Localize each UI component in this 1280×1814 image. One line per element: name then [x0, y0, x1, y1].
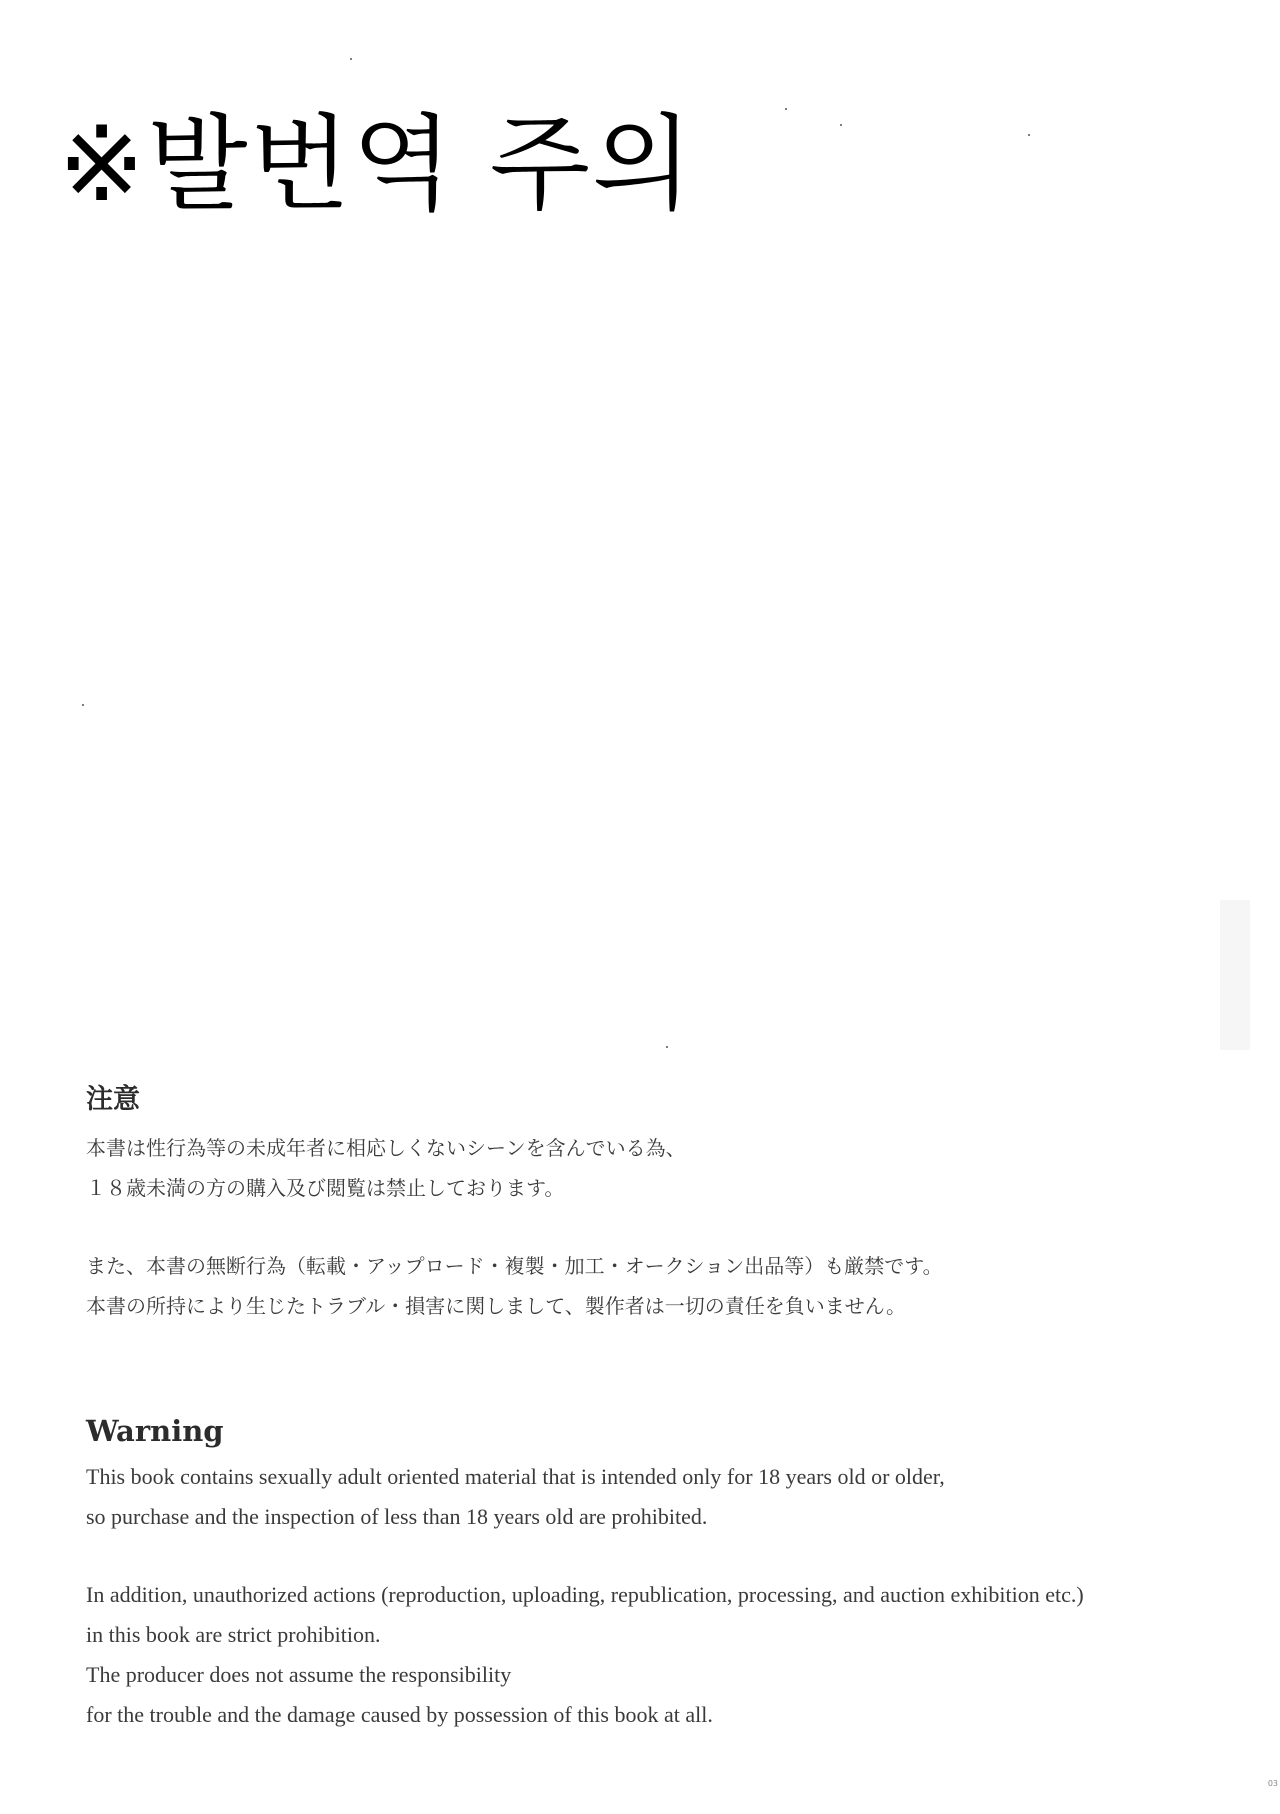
scan-speck	[82, 704, 84, 706]
japanese-notice-section	[86, 1084, 1186, 1326]
english-text-line: In addition, unauthorized actions (reproduction, uploading, republication, processing, and auction exhibition etc.)	[86, 1581, 1084, 1607]
scan-speck	[840, 124, 842, 126]
japanese-heading: 注意	[86, 1084, 140, 1115]
japanese-text-line: 本書の所持により生じたトラブル・損害に関しまして、製作者は一切の責任を負いません。	[86, 1294, 906, 1319]
japanese-text-line: また、本書の無断行為（転載・アップロード・複製・加工・オークション出品等）も厳禁です。	[86, 1254, 943, 1279]
english-text-line: so purchase and the inspection of less than 18 years old are prohibited.	[86, 1503, 708, 1529]
translation-notice-title: ※발번역 주의	[58, 103, 695, 225]
japanese-text-line: 本書は性行為等の未成年者に相応しくないシーンを含んでいる為、	[86, 1136, 686, 1161]
scan-speck	[350, 58, 352, 60]
english-warning-section	[86, 1414, 1266, 1735]
scan-speck	[1028, 134, 1030, 136]
japanese-text-line: １８歳未満の方の購入及び閲覧は禁止しております。	[86, 1176, 565, 1201]
scan-speck	[666, 1046, 668, 1048]
english-text-line: in this book are strict prohibition.	[86, 1621, 381, 1647]
english-text-line: for the trouble and the damage caused by possession of this book at all.	[86, 1701, 713, 1727]
page-number: 03	[1267, 1779, 1278, 1788]
english-heading: Warning	[86, 1414, 224, 1448]
scan-edge-shadow	[1220, 900, 1250, 1050]
scan-speck	[785, 108, 787, 110]
english-text-line: The producer does not assume the responsibility	[86, 1661, 512, 1687]
english-text-line: This book contains sexually adult oriented material that is intended only for 18 years old or older,	[86, 1463, 945, 1489]
